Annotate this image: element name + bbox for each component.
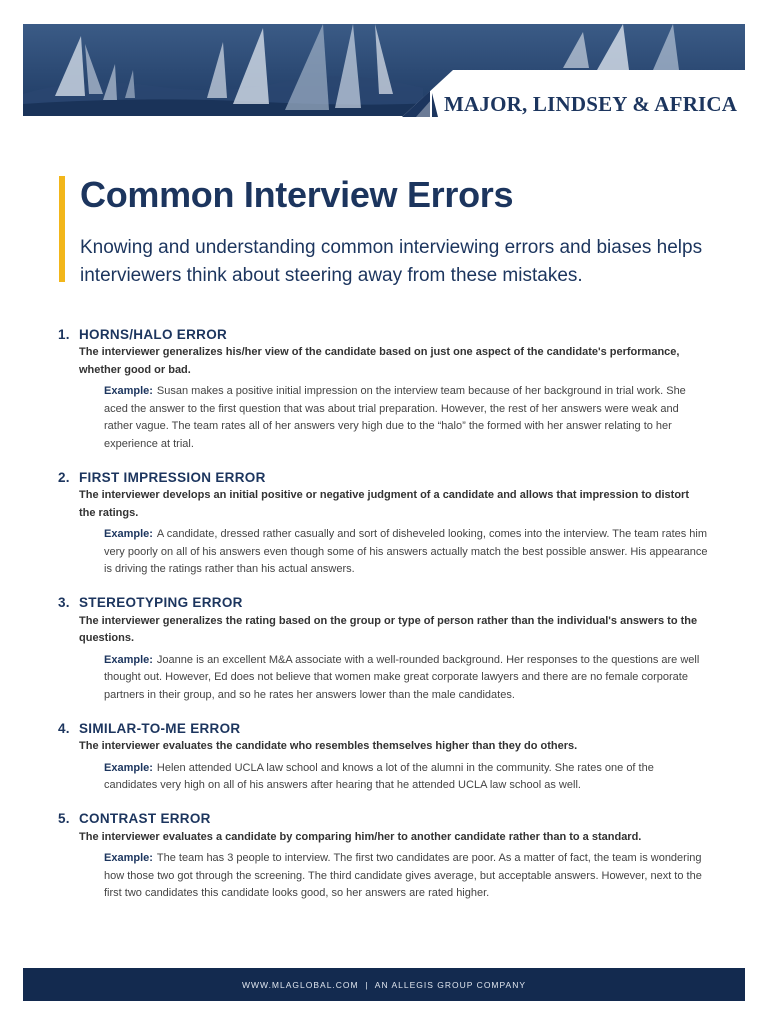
error-title: HORNS/HALO ERROR (79, 326, 228, 342)
error-item-stereotyping (58, 593, 708, 705)
mla-sail-logo-icon (402, 89, 438, 119)
error-heading (58, 593, 708, 613)
error-title: STEREOTYPING ERROR (79, 595, 243, 610)
example-text: Susan makes a positive initial impression on the interview team because of her background in trial work. She aced the answer to the first question that was about trial preparation. However, the rest of her answers were weak and rather vague. The team rates all of her answers very high due to the “halo” the formed with her answer relating to her experience at trial. (104, 385, 686, 450)
error-description: The interviewer develops an initial positive or negative judgment of a candidate and allows that impression to distort the ratings. (79, 489, 690, 519)
example-label: Example: (104, 653, 153, 666)
page-title: Common Interview Errors (80, 174, 514, 215)
error-number: 1. (58, 326, 70, 342)
error-example (104, 526, 708, 579)
error-description: The interviewer evaluates the candidate who resembles themselves higher than they do others. (79, 740, 578, 752)
error-item-horns-halo (58, 324, 708, 453)
company-logo (402, 88, 737, 120)
example-label: Example: (104, 528, 153, 540)
error-item-similar-to-me (58, 718, 708, 795)
error-description: The interviewer evaluates a candidate by comparing him/her to another candidate rather than to a standard. (79, 830, 642, 843)
error-heading (58, 467, 708, 487)
error-number: 4. (58, 720, 70, 736)
example-text: Joanne is an excellent M&A associate with a well-rounded background. Her responses to the questions are well thought out. However, Ed does not believe that women make great corporate lawyers and there are no female corporate partners in their group, and so he rates her answers lower than the male candidates. (104, 653, 700, 701)
error-description: The interviewer generalizes his/her view of the candidate based on just one aspect of the candidate's performance, whether good or bad. (79, 346, 680, 376)
example-label: Example: (104, 385, 153, 397)
intro-text: Knowing and understanding common interviewing errors and biases helps interviewers think about steering away from these mistakes. (80, 237, 703, 286)
error-example (104, 760, 708, 795)
example-text: Helen attended UCLA law school and knows a lot of the alumni in the community. She rates one of the candidates very high on all of his answers after hearing that he attended UCLA law school as well. (104, 761, 654, 791)
error-list (58, 324, 708, 917)
error-heading (58, 324, 708, 344)
error-item-contrast (58, 809, 708, 903)
example-label: Example: (104, 852, 153, 864)
example-label: Example: (104, 761, 153, 774)
error-item-first-impression (58, 467, 708, 579)
logo-text: MAJOR, LINDSEY & AFRICA (444, 91, 738, 116)
footer-text: WWW.MLAGLOBAL.COM | AN ALLEGIS GROUP COMPANY (241, 979, 527, 990)
error-title: SIMILAR-TO-ME ERROR (79, 720, 241, 736)
error-example (104, 652, 708, 705)
title-accent-bar (59, 176, 65, 282)
error-title: CONTRAST ERROR (79, 811, 211, 826)
error-number: 2. (58, 469, 70, 485)
error-title: FIRST IMPRESSION ERROR (79, 469, 266, 485)
error-number: 3. (58, 595, 70, 610)
error-heading (58, 718, 708, 738)
error-description: The interviewer generalizes the rating based on the group or type of person rather than the individual's answers to the questions. (79, 614, 698, 644)
error-number: 5. (58, 811, 70, 826)
example-text: The team has 3 people to interview. The first two candidates are poor. As a matter of fact, the team is wondering how those two got through the screening. The third candidate gives average, but acceptable answers. However, next to the first two candidates this candidate looks good, so her answers are rated higher. (104, 852, 702, 899)
example-text: A candidate, dressed rather casually and sort of disheveled looking, comes into the interview. The team rates him very poorly on all of his answers even though some of his answers actually match the best possible answer. His appearance is driving the ratings rather than his actual answers. (104, 528, 708, 575)
error-example (104, 383, 708, 453)
footer-bar (23, 968, 745, 1001)
error-heading (58, 809, 708, 829)
error-example (104, 850, 708, 903)
